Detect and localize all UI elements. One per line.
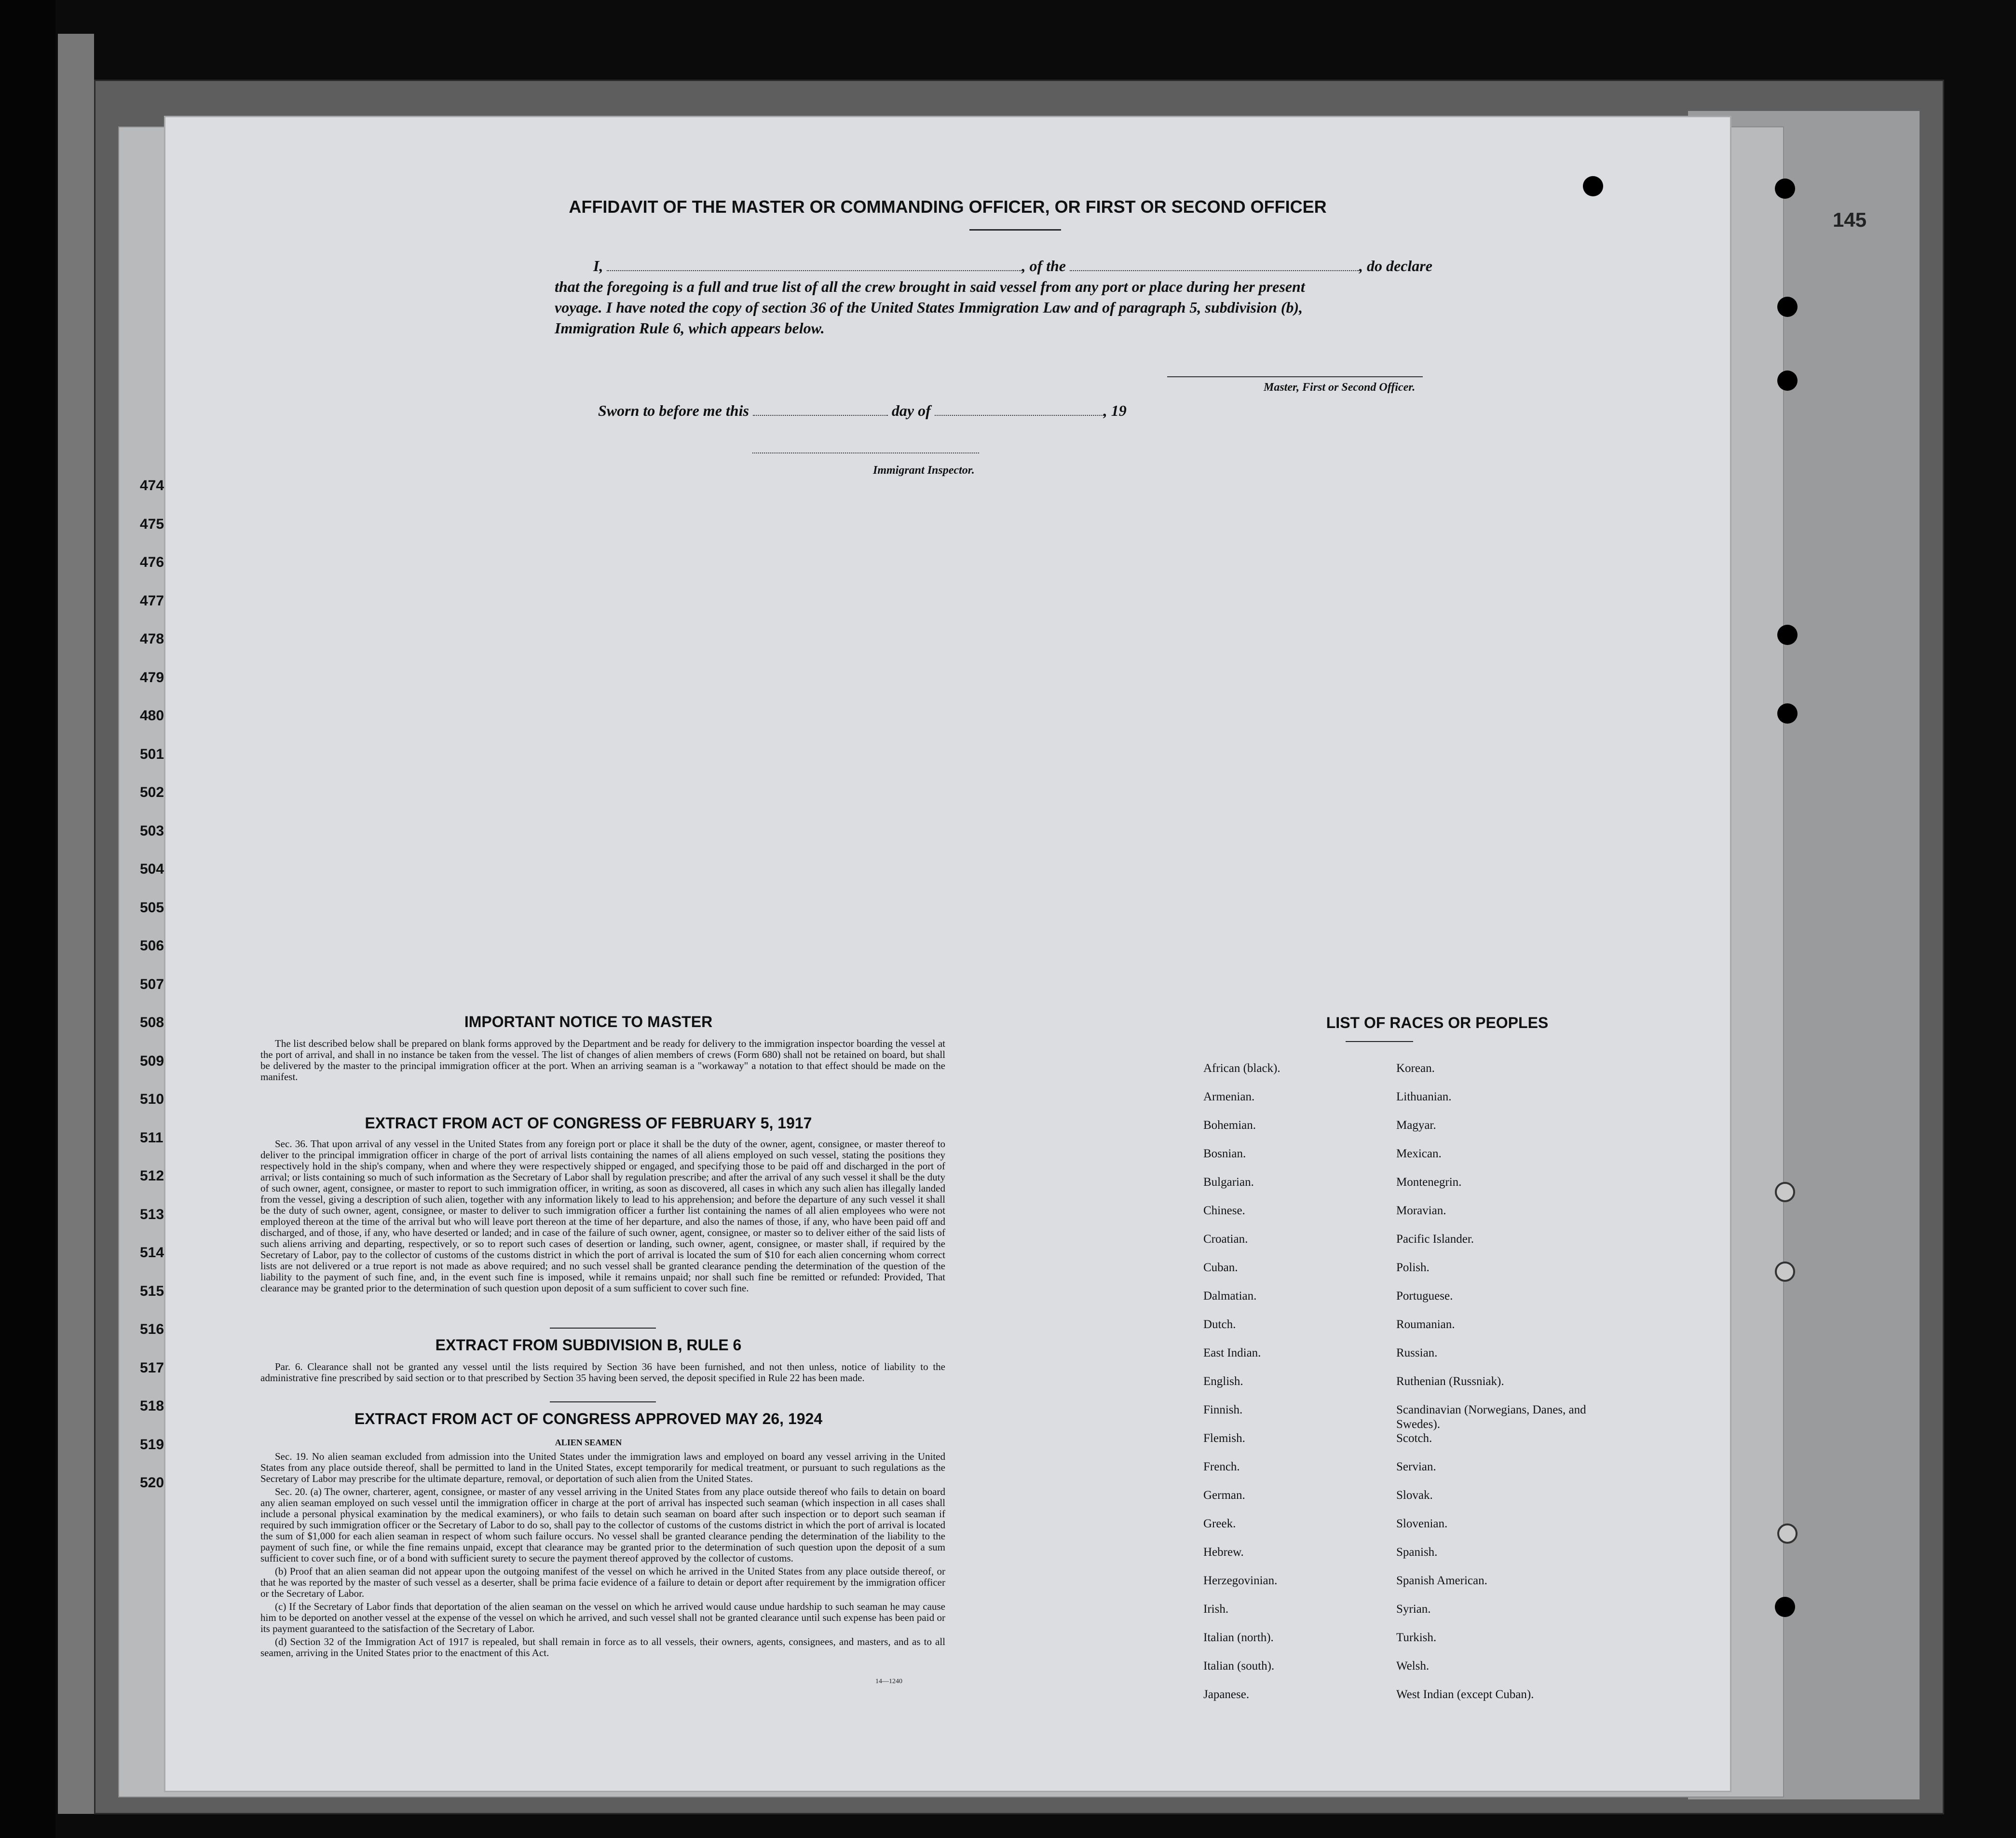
month-blank — [935, 402, 1103, 416]
page-number: 145 — [1833, 208, 1867, 231]
races-title-rule — [1346, 1041, 1413, 1042]
race-item: Scotch. — [1396, 1432, 1432, 1445]
race-item: Servian. — [1396, 1460, 1436, 1473]
section-19-paragraph: Sec. 19. No alien seaman excluded from admission into the United States under the immigration laws and employed on board any vessel arriving in the United States from any place outside thereof, shall be permitted to land in the United States, except temporarily for medical treatment, or pursuant to such regulations as the Secretary of Labor may prescribe for the ultimate departure, removal, or deportation of such alien from the United States. — [260, 1451, 945, 1484]
race-item: Japanese. — [1203, 1688, 1250, 1701]
notice-title: IMPORTANT NOTICE TO MASTER — [464, 1013, 713, 1030]
race-item: Portuguese. — [1396, 1289, 1453, 1303]
vessel-name-blank — [1070, 258, 1359, 271]
punch-hole-icon — [1583, 176, 1603, 196]
row-number: 517 — [140, 1359, 164, 1376]
row-number: 520 — [140, 1475, 164, 1491]
alien-seamen-subtitle: ALIEN SEAMEN — [555, 1438, 622, 1447]
rule-6-title: EXTRACT FROM SUBDIVISION B, RULE 6 — [435, 1336, 742, 1354]
row-number: 477 — [140, 592, 164, 609]
punch-hole-icon — [1777, 1523, 1798, 1544]
punch-hole-icon — [1775, 1262, 1795, 1282]
race-item: Italian (north). — [1203, 1631, 1274, 1644]
race-item: Ruthenian (Russniak). — [1396, 1375, 1504, 1388]
race-item: Armenian. — [1203, 1090, 1255, 1103]
row-number: 476 — [140, 554, 164, 570]
race-item: Slovak. — [1396, 1489, 1433, 1502]
punch-hole-icon — [1775, 1597, 1795, 1617]
rule-6-paragraph: Par. 6. Clearance shall not be granted any vessel until the lists required by Section 36 have been furnished, and not then unless, notice of liability to the administrative fine prescribed by said section or to that prescribed by Section 35 having been served, the deposit specified in Rule 22 has been made. — [260, 1361, 945, 1384]
race-item: French. — [1203, 1460, 1240, 1473]
extract-1924-text — [260, 1451, 945, 1660]
row-number: 506 — [140, 938, 164, 954]
row-number: 502 — [140, 784, 164, 800]
day-blank — [753, 402, 888, 416]
race-item: Bulgarian. — [1203, 1176, 1254, 1189]
race-item: Turkish. — [1396, 1631, 1437, 1644]
inspector-label: Immigrant Inspector. — [873, 464, 975, 477]
aff-i-label: I, — [593, 257, 603, 274]
race-item: English. — [1203, 1375, 1243, 1388]
row-number: 503 — [140, 823, 164, 839]
punch-hole-icon — [1777, 703, 1798, 724]
row-number: 510 — [140, 1091, 164, 1107]
race-item: Welsh. — [1396, 1660, 1430, 1673]
year-label: , 19 — [1103, 402, 1127, 419]
race-item: Pacific Islander. — [1396, 1233, 1474, 1246]
rule-6-text — [260, 1361, 945, 1385]
races-list-left — [1203, 1061, 1406, 1716]
extract-1917-text — [260, 1138, 945, 1296]
row-number: 480 — [140, 708, 164, 724]
row-number: 501 — [140, 746, 164, 762]
race-item: Slovenian. — [1396, 1517, 1448, 1530]
race-item: Chinese. — [1203, 1204, 1245, 1217]
race-item: Moravian. — [1396, 1204, 1446, 1217]
race-item: East Indian. — [1203, 1346, 1261, 1359]
race-item: Korean. — [1396, 1062, 1435, 1075]
affidavit-page — [164, 116, 1731, 1792]
race-item: Spanish American. — [1396, 1574, 1487, 1587]
day-of-label: day of — [891, 402, 931, 419]
form-number: 14—1240 — [875, 1678, 902, 1685]
punch-hole-icon — [1777, 297, 1798, 317]
race-item: Polish. — [1396, 1261, 1430, 1274]
race-item: Dutch. — [1203, 1318, 1236, 1331]
row-number: 513 — [140, 1206, 164, 1222]
section-20b-paragraph: (b) Proof that an alien seaman did not appear upon the outgoing manifest of the vessel on which he arrived in the United States from any place outside thereof, or that he was reported by the master of such vessel as a deserter, shall be prima facie evidence of a failure to detain or deport after requirement by the immigration officer or the Secretary of Labor. — [260, 1565, 945, 1599]
film-border — [0, 0, 55, 1838]
notice-text — [260, 1038, 945, 1084]
race-item: Finnish. — [1203, 1403, 1243, 1416]
row-number: 478 — [140, 631, 164, 647]
race-item: Croatian. — [1203, 1233, 1248, 1246]
row-number: 518 — [140, 1398, 164, 1414]
race-item: Irish. — [1203, 1603, 1229, 1616]
section-20a-paragraph: Sec. 20. (a) The owner, charterer, agent, consignee, or master of any vessel arriving in the United States from any place outside thereof who fails to detain on board any alien seaman employed on such vessel until the immigration officer in charge at the port of arrival has inspected such seaman (which inspection in all cases shall include a personal physical examination by the medical examiners), or who fails to detain such seaman on board after such inspection or to deport such seaman if required by such immigration officer or the Secretary of Labor to do so, shall pay to the collector of customs of the customs district in which the port of arrival is located the sum of $1,000 for each alien seaman in respect of whom such failure occurs. No vessel shall be granted clearance pending the determination of the liability to the payment of such fine, or while the fine remains unpaid, except that clearance may be granted prior to the determination of such question upon the deposit of a sum sufficient to cover such fine, or of a bond with sufficient surety to secure the payment thereof approved by the collector of customs. — [260, 1486, 945, 1564]
punch-hole-icon — [1775, 1182, 1795, 1202]
section-rule — [550, 1401, 656, 1402]
binding-strip — [58, 34, 94, 1814]
row-number: 519 — [140, 1436, 164, 1453]
row-number: 474 — [140, 478, 164, 494]
aff-line-4: Immigration Rule 6, which appears below. — [555, 319, 825, 337]
race-item: Roumanian. — [1396, 1318, 1455, 1331]
extract-1917-title: EXTRACT FROM ACT OF CONGRESS OF FEBRUARY 5, 1917 — [365, 1114, 812, 1132]
punch-hole-icon — [1775, 178, 1795, 199]
punch-hole-icon — [1777, 370, 1798, 391]
race-item: Magyar. — [1396, 1119, 1436, 1132]
notice-paragraph: The list described below shall be prepared on blank forms approved by the Department and be ready for delivery to the immigration inspector boarding the vessel at the port of arrival, and shall in no instance be taken from the vessel. The list of changes of alien members of crews (Form 680) shall not be retained on board, but shall be delivered by the master to the principal immigration officer at the port. When an arriving seaman is a "workaway" a notation to that effect should be made on the manifest. — [260, 1038, 945, 1083]
race-item: Mexican. — [1396, 1147, 1442, 1160]
section-20d-paragraph: (d) Section 32 of the Immigration Act of 1917 is repealed, but shall remain in force as to all vessels, their owners, agents, consignees, and masters, and as to all seamen, arriving in the United States prior to the enactment of this Act. — [260, 1636, 945, 1659]
race-item: Spanish. — [1396, 1546, 1438, 1559]
row-number: 511 — [140, 1129, 163, 1146]
races-list-right — [1396, 1061, 1599, 1716]
aff-line-2: that the foregoing is a full and true list of all the crew brought in said vessel from any port or place during her present — [555, 278, 1305, 295]
race-item: Montenegrin. — [1396, 1176, 1462, 1189]
race-item: Bohemian. — [1203, 1119, 1256, 1132]
race-item: German. — [1203, 1489, 1245, 1502]
row-number: 508 — [140, 1015, 164, 1030]
row-number: 507 — [140, 976, 164, 992]
race-item: Italian (south). — [1203, 1660, 1275, 1673]
row-number: 512 — [140, 1168, 164, 1184]
row-number: 505 — [140, 899, 164, 916]
punch-hole-icon — [1777, 625, 1798, 645]
race-item: Greek. — [1203, 1517, 1236, 1530]
race-item: Syrian. — [1396, 1603, 1431, 1616]
signature-line — [1167, 376, 1423, 377]
race-item: West Indian (except Cuban). — [1396, 1688, 1534, 1701]
race-item: Flemish. — [1203, 1432, 1245, 1445]
race-item: Cuban. — [1203, 1261, 1238, 1274]
row-number: 514 — [140, 1245, 164, 1261]
section-20c-paragraph: (c) If the Secretary of Labor finds that deportation of the alien seaman on the vessel on which he arrived would cause undue hardship to such seaman he may cause him to be deported on another vessel at the expense of the vessel on which he arrived, and such vessel shall not be granted clearance until such expense has been paid or its payment guaranteed to the satisfaction of the Secretary of Labor. — [260, 1601, 945, 1634]
title-rule — [969, 229, 1061, 231]
section-36-paragraph: Sec. 36. That upon arrival of any vessel in the United States from any foreign port or place it shall be the duty of the owner, agent, consignee, or master thereof to deliver to the principal immigration officer in charge of the port of arrival lists containing the names of all aliens employed on such vessel, stating the positions they respectively hold in the ship's company, when and where they were respectively shipped or engaged, and specifying those to be paid off and discharged in the port of arrival; or lists containing so much of such information as the Secretary of Labor shall by regulation prescribe; and after the arrival of any such vessel it shall be the duty of such owner, agent, consignee, or master to report to such immigration officer, in writing, as soon as discovered, all cases in which any such alien has illegally landed from the vessel, giving a description of such alien, together with any information likely to lead to his apprehension; and before the departure of any such vessel it shall be the duty of such owner, agent, consignee, or master to deliver to such immigration officer a further list containing the names of all alien employees who were not employed thereon at the time of the arrival but who will leave port thereon at the time of her departure, and also the names of those, if any, who have been paid off and discharged, and of those, if any, who have deserted or landed; and in case of the failure of such owner, agent, consignee, or master so to deliver either of the said lists of such aliens arriving and departing, respectively, or so to report such cases of desertion or landing, such owner, agent, consignee, or master shall, if required by the Secretary of Labor, pay to the collector of customs of the customs district in which the port of arrival is located the sum of $10 for each alien concerning whom correct lists are not delivered or a true report is not made as above required; and no such vessel shall be granted clearance pending the determination of the question of the liability to the payment of such fine, and, in the event such fine is imposed, while it remains unpaid; nor shall such fine be remitted or refunded: Provided, That clearance may be granted prior to the determination of such question upon deposit of a sum sufficient to cover such fine. — [260, 1138, 945, 1294]
race-item: Dalmatian. — [1203, 1289, 1257, 1303]
extract-1924-title: EXTRACT FROM ACT OF CONGRESS APPROVED MAY 26, 1924 — [354, 1410, 823, 1427]
aff-declare-label: , do declare — [1359, 257, 1432, 274]
row-number: 504 — [140, 861, 164, 877]
race-item: Lithuanian. — [1396, 1090, 1452, 1103]
race-item: Bosnian. — [1203, 1147, 1246, 1160]
row-number: 509 — [140, 1053, 164, 1069]
race-item: African (black). — [1203, 1062, 1280, 1075]
master-name-blank — [607, 258, 1022, 271]
races-title: LIST OF RACES OR PEOPLES — [1326, 1014, 1549, 1031]
affidavit-statement — [555, 256, 1471, 339]
aff-of-label: , of the — [1022, 257, 1066, 274]
row-number: 515 — [140, 1283, 164, 1299]
race-item: Hebrew. — [1203, 1546, 1244, 1559]
section-rule — [550, 1328, 656, 1329]
row-number: 475 — [140, 516, 164, 532]
race-item: Scandinavian (Norwegians, Danes, and Swedes). — [1396, 1403, 1586, 1431]
affidavit-title: AFFIDAVIT OF THE MASTER OR COMMANDING OFFICER, OR FIRST OR SECOND OFFICER — [569, 197, 1327, 217]
aff-line-3: voyage. I have noted the copy of section 36 of the United States Immigration Law and of paragraph 5, subdivision (b), — [555, 299, 1303, 316]
row-number: 516 — [140, 1321, 164, 1337]
sworn-label: Sworn to before me this — [598, 402, 749, 419]
sworn-line — [598, 400, 1514, 421]
row-number: 479 — [140, 669, 164, 686]
signature-label: Master, First or Second Officer. — [1264, 381, 1416, 394]
race-item: Herzegovinian. — [1203, 1574, 1278, 1587]
race-item: Russian. — [1396, 1346, 1438, 1359]
